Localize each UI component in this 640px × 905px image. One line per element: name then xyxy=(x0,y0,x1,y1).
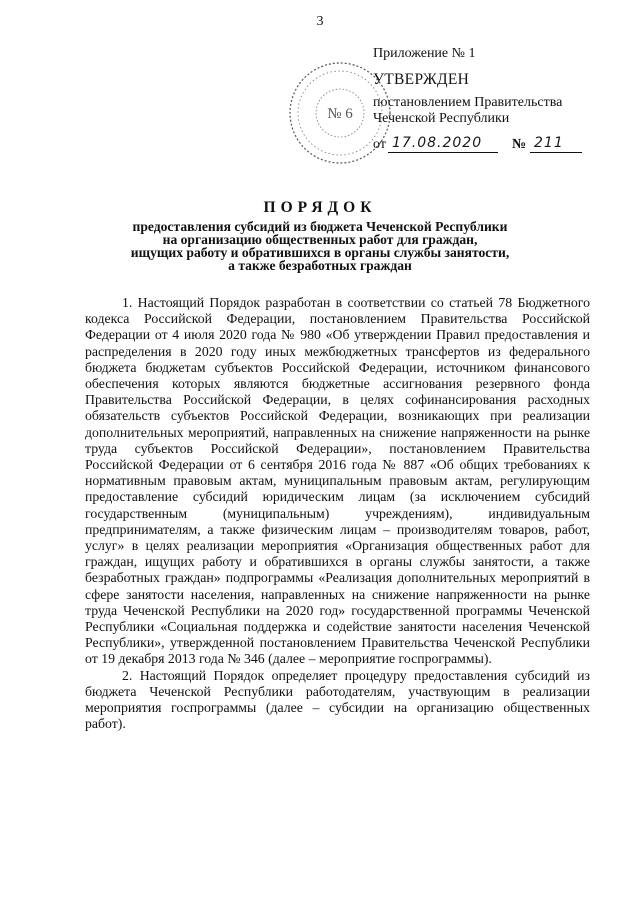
number-label: № xyxy=(511,137,527,152)
page-number: 3 xyxy=(316,14,324,29)
approved-by-line2: Чеченской Республики xyxy=(373,110,510,126)
document-subtitle xyxy=(80,220,560,272)
appendix-label: Приложение № 1 xyxy=(373,46,476,61)
approved-by-line1: постановлением Правительства xyxy=(373,95,563,110)
document-title: ПОРЯДОК xyxy=(263,199,377,216)
paragraph-1: 1. Настоящий Порядок разработан в соответствии со статьей 78 Бюджетного кодекса Российской Федерации, постановлением Правительства Российской Федерации от 4 июля 2020 года № 980 «Об утверждении Правил предоставления и распределения в 2020 году иных межбюджетных трансфертов из федерального бюджета бюджетам субъектов Российской Федерации, источником финансового обеспечения которых являются бюджетные ассигнования резервного фонда Правительства Российской Федерации, в целях софинансирования расходных обязательств субъектов Российской Федерации, возникающих при реализации дополнительных мероприятий, направленных на снижение напряженности на рынке труда субъектов Российской Федерации», постановлением Правительства Российской Федерации от 6 сентября 2016 года № 887 «Об общих требованиях к нормативным правовым актам, муниципальным правовым актам, регулирующим предоставление субсидий юридическим лицам (за исключением субсидий государственным (муниципальным) учреждениям), индивидуальным предпринимателям, а также физическим лицам – производителям товаров, работ, услуг» в целях реализации мероприятия «Организация общественных работ для граждан, ищущих работу и обратившихся в органы службы занятости, а также безработных граждан» подпрограммы «Реализация дополнительных мероприятий в сфере занятости населения, направленных на снижение напряженности на рынке труда Чеченской Республики на 2020 год» государственной программы Чеченской Республики «Социальная поддержка и содействие занятости населения Чеченской Республики», утвержденной постановлением Правительства Чеченской Республики от 19 декабря 2013 года № 346 (далее – мероприятие госпрограммы). xyxy=(85,295,590,667)
subtitle-line: предоставления субсидий из бюджета Чеченской Республики xyxy=(132,219,508,234)
handwritten-number: 211 xyxy=(530,136,582,153)
paragraph-2: 2. Настоящий Порядок определяет процедуру предоставления субсидий из бюджета Чеченской Республики работодателям, участвующим в реализации мероприятия госпрограммы (далее – субсидии на организацию общественных работ). xyxy=(85,667,590,732)
subtitle-line: ищущих работу и обратившихся в органы службы занятости, xyxy=(130,245,510,260)
subtitle-line: на организацию общественных работ для граждан, xyxy=(162,232,478,247)
stamp-number: № 6 xyxy=(327,106,353,122)
handwritten-date: 17.08.2020 xyxy=(388,136,498,153)
subtitle-line: а также безработных граждан xyxy=(228,258,412,273)
date-number-line xyxy=(373,136,618,153)
document-body xyxy=(85,295,590,732)
approved-label: УТВЕРЖДЕН xyxy=(373,70,470,88)
approval-block xyxy=(373,46,618,153)
date-label: от xyxy=(373,137,386,152)
